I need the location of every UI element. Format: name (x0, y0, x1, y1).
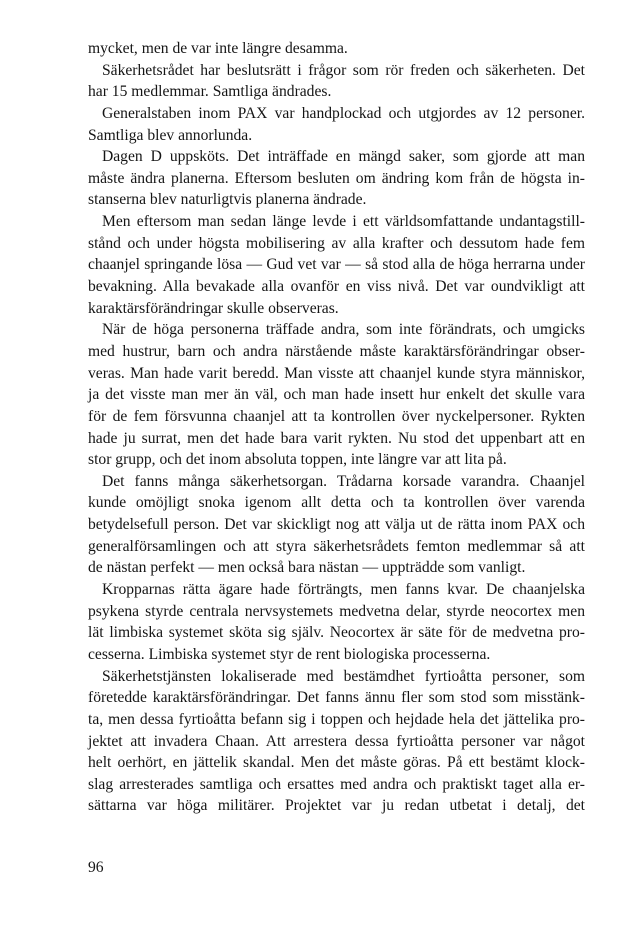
text-line: ja det visste man mer än väl, och man hade insett hur enkelt det skulle vara (88, 386, 585, 404)
text-line: kunde omöjligt snoka igenom allt detta och ta kontrollen över varenda (88, 494, 585, 512)
text-line: har 15 medlemmar. Samtliga ändrades. (88, 83, 332, 101)
paragraph (88, 471, 585, 579)
text-line: Men eftersom man sedan länge levde i ett världsomfattande undantagstill- (102, 213, 585, 231)
text-line: stor grupp, och det inom absoluta toppen, inte längre var att lita på. (88, 451, 507, 469)
text-line: veras. Man hade varit beredd. Man visste att chaanjel kunde styra människor, (88, 364, 585, 382)
text-line: hade ju surrat, men det hade bara varit rykten. Nu stod det uppenbart att en (88, 429, 585, 447)
text-line: Kropparnas rätta ägare hade förträngts, men fanns kvar. De chaanjelska (102, 581, 585, 599)
text-line: betydelsefull person. Det var skickligt nog att välja ut de rätta inom PAX och (88, 516, 585, 534)
text-line: Generalstaben inom PAX var handplockad och utgjordes av 12 personer. (102, 104, 585, 122)
page-number: 96 (88, 859, 104, 876)
text-line: Dagen D uppsköts. Det inträffade en mängd saker, som gjorde att man (102, 148, 585, 166)
paragraph (88, 146, 585, 211)
text-line: måste ändra planerna. Eftersom besluten om ändring kom från de högsta in- (88, 169, 585, 187)
text-line: slag arresterades samtliga och ersattes med andra och praktiskt taget alla er- (88, 775, 585, 793)
text-line: de nästan perfekt — men också bara nästan — uppträdde som vanligt. (88, 559, 526, 577)
text-line: mycket, men de var inte längre desamma. (88, 40, 348, 57)
paragraph (88, 103, 585, 146)
text-line: jektet att invadera Chaan. Att arrestera dessa fyrtioåtta personer var något (88, 732, 585, 750)
text-line: cesserna. Limbiska systemet styr de rent biologiska processerna. (88, 645, 491, 663)
text-line: stanserna blev naturligtvis planerna ändrade. (88, 191, 367, 209)
text-line: generalförsamlingen och att styra säkerhetsrådets femton medlemmar så att (88, 537, 585, 555)
text-line: med hustrur, barn och andra närstående måste karaktärsförändringar obser- (88, 342, 585, 360)
text-line: Säkerhetsrådet har beslutsrätt i frågor som rör freden och säkerheten. Det (102, 61, 585, 79)
text-line: chaanjel springande lösa — Gud vet var — så stod alla de höga herrarna under (88, 256, 585, 274)
text-line: lät limbiska systemet sköta sig själv. Neocortex är säte för de medvetna pro- (88, 624, 585, 642)
text-line: helt oerhört, en jättelik skandal. Men det måste göras. På ett bestämt klock- (88, 754, 585, 772)
text-line: psykena styrde centrala nervsystemets medvetna delar, styrde neocortex men (88, 602, 585, 620)
text-line: för de fem försvunna chaanjel att ta kontrollen över nyckelpersoner. Rykten (88, 407, 585, 425)
body-text (88, 38, 585, 817)
text-line: bevakning. Alla bevakade alla ovanför en viss nivå. Det var oundvikligt att (88, 278, 585, 296)
text-line: stånd och under högsta mobilisering av alla krafter och dessutom hade fem (88, 234, 585, 252)
paragraph (88, 579, 585, 666)
paragraph (88, 211, 585, 319)
text-line: När de höga personerna träffade andra, som inte förändrats, och umgicks (102, 321, 585, 339)
paragraph (88, 319, 585, 470)
text-line: Det fanns många säkerhetsorgan. Trådarna korsade varandra. Chaanjel (102, 472, 585, 490)
text-line: Säkerhetstjänsten lokaliserade med bestämdhet fyrtioåtta personer, som (102, 667, 585, 685)
text-line: Samtliga blev annorlunda. (88, 126, 253, 144)
paragraph (88, 60, 585, 103)
paragraph (88, 38, 585, 60)
text-line: företedde karaktärsförändringar. Det fanns ännu fler som stod som misstänk- (88, 689, 585, 707)
text-line: karaktärsförändringar skulle observeras. (88, 299, 339, 317)
text-line: sättarna var höga militärer. Projektet var ju redan utbetat i detalj, det (88, 797, 585, 815)
text-line: ta, men dessa fyrtioåtta befann sig i toppen och hejdade hela det jättelika pro- (88, 710, 585, 728)
paragraph (88, 666, 585, 817)
